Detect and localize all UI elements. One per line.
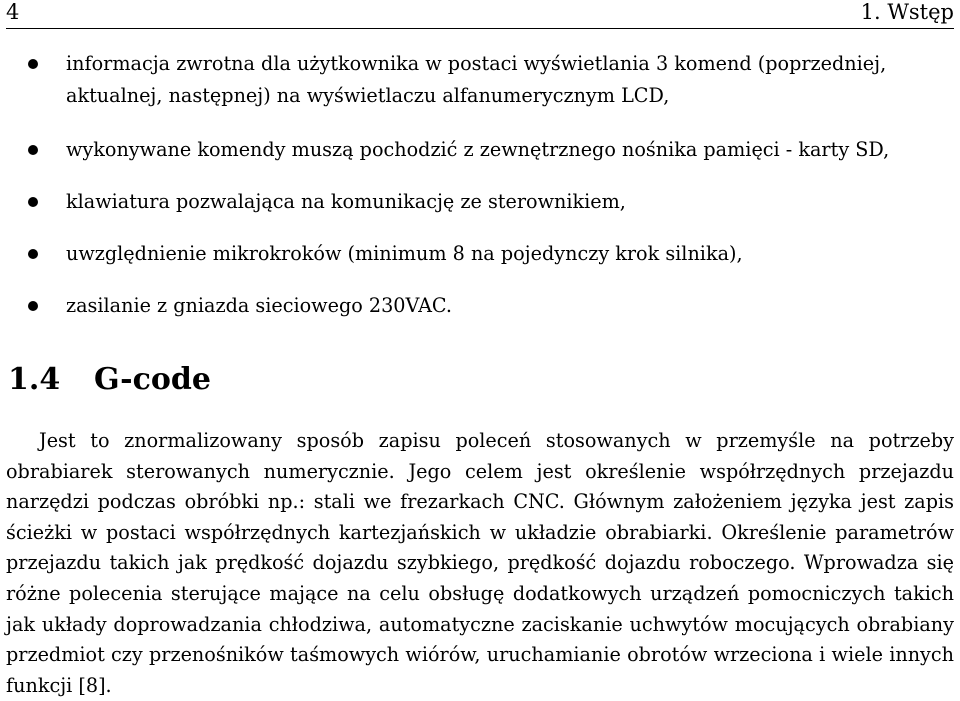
bullet-icon <box>28 59 38 69</box>
list-item-text: informacja zwrotna dla użytkownika w postaci wyświetlania 3 komend (poprzedniej, aktualnej, następnej) na wyświetlaczu alfanumerycznym LCD, <box>66 52 887 107</box>
body-paragraph: Jest to znormalizowany sposób zapisu poleceń stosowanych w przemyśle na potrzeby obrabiarek sterowanych numerycznie. Jego celem jest określenie współrzędnych przejazdu narzędzi podczas obróbki np.: stali we frezarkach CNC. Głównym założeniem języka jest zapis ścieżki w postaci współrzędnych kartezjańskich w układzie obrabiarki. Określenie parametrów przejazdu takich jak prędkość dojazdu szybkiego, prędkość dojazdu roboczego. Wprowadza się różne polecenia sterujące mające na celu obsługę dodatkowych urządzeń pomocniczych takich jak układy doprowadzania chłodziwa, automatyczne zaciskanie uchwytów mocujących obrabiany przedmiot czy przenośników taśmowych wiórów, uruchamianie obrotów wrzeciona i wiele innych funkcji [8]. <box>6 429 954 697</box>
bullet-icon <box>28 249 38 259</box>
list-item-text: uwzględnienie mikrokroków (minimum 8 na pojedynczy krok silnika), <box>66 242 743 265</box>
list-item <box>0 290 960 322</box>
list-item-text: wykonywane komendy muszą pochodzić z zewnętrznego nośnika pamięci - karty SD, <box>66 138 890 161</box>
section-heading <box>8 356 211 404</box>
bullet-icon <box>28 301 38 311</box>
section-number: 1.4 <box>8 362 61 397</box>
list-item-text: zasilanie z gniazda sieciowego 230VAC. <box>66 294 453 317</box>
bullet-icon <box>28 197 38 207</box>
bullet-icon <box>28 145 38 155</box>
list-item-text: klawiatura pozwalająca na komunikację ze sterownikiem, <box>66 190 626 213</box>
list-item <box>0 238 960 270</box>
list-item <box>0 134 960 166</box>
chapter-title: 1. Wstęp <box>860 0 954 24</box>
page-header <box>6 0 954 29</box>
list-item <box>0 186 960 218</box>
requirements-list <box>0 48 960 342</box>
list-item <box>0 48 960 112</box>
section-title: G-code <box>94 362 211 397</box>
page-number: 4 <box>6 0 20 24</box>
